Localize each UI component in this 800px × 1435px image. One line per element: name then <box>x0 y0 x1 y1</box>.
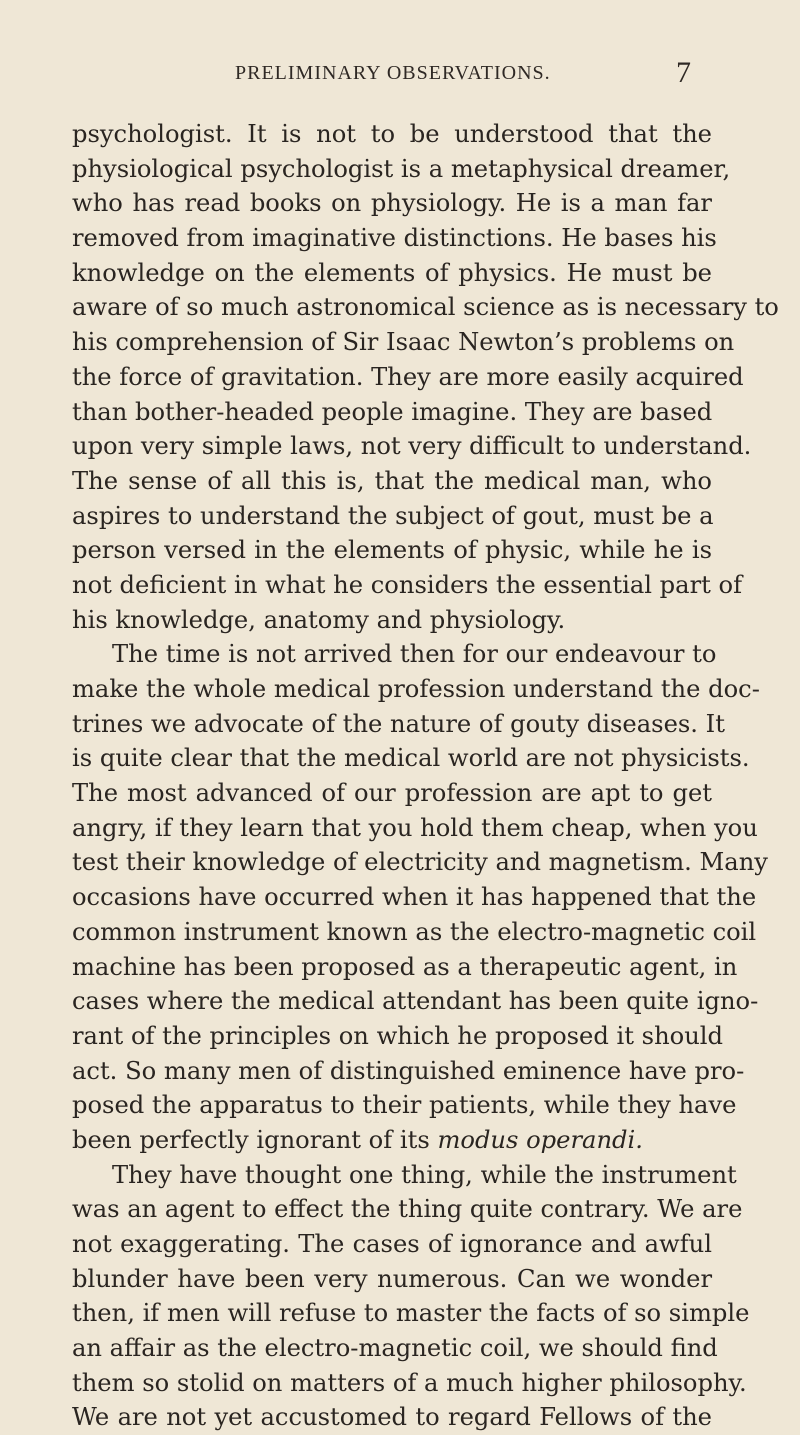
paragraph-start-line: They have thought one thing, while the instrument <box>112 1160 737 1189</box>
text-line: is quite clear that the medical world are not physicists. <box>72 744 750 773</box>
text-line-with-italic <box>72 1123 712 1158</box>
paragraph-start-line: The time is not arrived then for our endeavour to <box>112 640 717 669</box>
text-line: them so stolid on matters of a much higher philosophy. <box>72 1368 747 1397</box>
text-line: an affair as the electro-magnetic coil, we should find <box>72 1334 718 1363</box>
text-line: not deficient in what he considers the essential part of <box>72 570 743 599</box>
text-line: his comprehension of Sir Isaac Newton’s problems on <box>72 328 735 357</box>
text-line: was an agent to effect the thing quite contrary. We are <box>72 1195 743 1224</box>
text-line: aspires to understand the subject of gout, must be a <box>72 501 714 530</box>
text-line: common instrument known as the electro-magnetic coil <box>72 917 757 946</box>
text-line: posed the apparatus to their patients, while they have <box>72 1091 737 1120</box>
text-line: rant of the principles on which he proposed it should <box>72 1021 724 1050</box>
text-line: The sense of all this is, that the medical man, who <box>72 466 712 495</box>
text-line: angry, if they learn that you hold them cheap, when you <box>72 813 758 842</box>
text-line: then, if men will refuse to master the facts of so simple <box>72 1299 750 1328</box>
page-number: 7 <box>676 56 691 89</box>
text-line: the force of gravitation. They are more easily acquired <box>72 362 744 391</box>
text-line: cases where the medical attendant has been quite igno- <box>72 987 759 1016</box>
text-line: not exaggerating. The cases of ignorance and awful <box>72 1230 712 1258</box>
text-segment: been perfectly ignorant of its <box>72 1125 438 1154</box>
text-line: his knowledge, anatomy and physiology. <box>72 605 566 634</box>
text-line: occasions have occurred when it has happened that the <box>72 883 757 912</box>
text-line: The most advanced of our profession are apt to get <box>72 779 712 808</box>
text-line: trines we advocate of the nature of gouty diseases. It <box>72 709 725 738</box>
text-line: person versed in the elements of physic, while he is <box>72 536 712 565</box>
text-line: who has read books on physiology. He is a man far <box>72 189 712 218</box>
text-line: than bother-headed people imagine. They are based <box>72 397 713 426</box>
text-line: test their knowledge of electricity and magnetism. Many <box>72 848 768 877</box>
running-head: PRELIMINARY OBSERVATIONS. <box>235 62 551 84</box>
text-line: physiological psychologist is a metaphysical dreamer, <box>72 154 731 183</box>
text-line: psychologist. It is not to be understood that the <box>72 120 712 148</box>
text-line: upon very simple laws, not very difficult to understand. <box>72 432 752 461</box>
text-line: aware of so much astronomical science as is necessary to <box>72 293 779 322</box>
text-line: We are not yet accustomed to regard Fellows of the <box>72 1403 712 1432</box>
text-line: make the whole medical profession understand the doc- <box>72 675 760 703</box>
text-line: removed from imaginative distinctions. He bases his <box>72 224 717 253</box>
text-line: act. So many men of distinguished eminence have pro- <box>72 1056 745 1085</box>
text-line: knowledge on the elements of physics. He must be <box>72 258 712 287</box>
text-line: machine has been proposed as a therapeutic agent, in <box>72 952 738 981</box>
text-line: blunder have been very numerous. Can we wonder <box>72 1264 712 1293</box>
italic-phrase: modus operandi. <box>437 1125 643 1154</box>
body-text <box>72 117 779 1435</box>
